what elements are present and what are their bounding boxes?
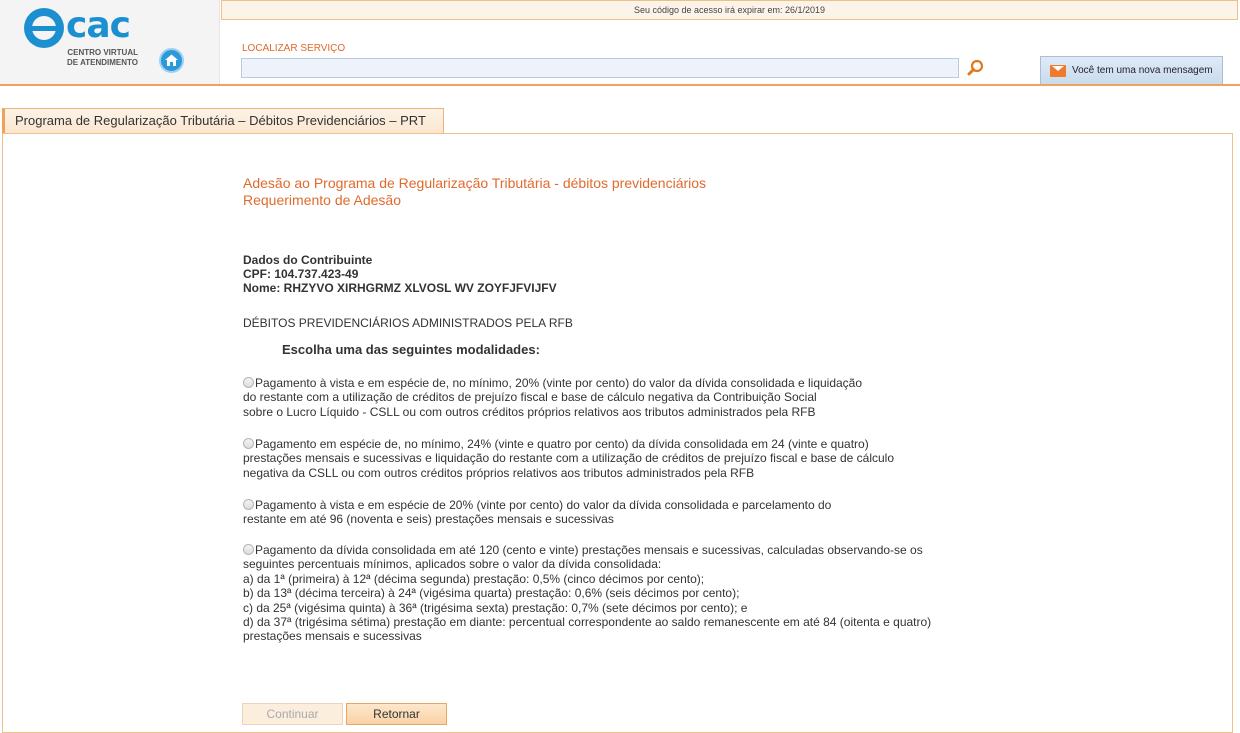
ecac-logo[interactable] (0, 0, 220, 84)
radio-option-4[interactable] (243, 544, 254, 555)
option-2-line-1 (243, 437, 894, 451)
search-input[interactable] (241, 58, 959, 78)
contributor-heading: Dados do Contribuinte (243, 253, 373, 267)
option-2-text-2: prestações mensais e sucessivas e liquidação do restante com a utilização de créditos de prejuízo fiscal e base de cálculo (243, 451, 895, 466)
continuar-button[interactable]: Continuar (242, 703, 343, 725)
radio-option-2[interactable] (243, 438, 254, 449)
option-2-text-1: Pagamento em espécie de, no mínimo, 24% (vinte e quatro por cento) da dívida consolidada em 24 (vinte e quatro) (255, 437, 869, 451)
page-subtitle: Requerimento de Adesão (243, 192, 401, 208)
option-1-line-1 (243, 376, 862, 390)
option-4-line-1 (243, 543, 931, 557)
option-4-text-7: prestações mensais e sucessivas (243, 629, 422, 644)
logo-subtitle (66, 48, 138, 68)
logo-e-bar (32, 26, 62, 31)
search-label: LOCALIZAR SERVIÇO (242, 43, 346, 54)
option-4-text-4: b) da 13ª (décima terceira) à 24ª (vigésima quarta) prestação: 0,6% (seis décimos por cento); (243, 586, 740, 601)
radio-option-1[interactable] (243, 377, 254, 388)
option-2-text-3: negativa da CSLL ou com outros créditos próprios relativos aos tributos administrados pela RFB (243, 465, 755, 480)
option-1-text-2: do restante com a utilização de créditos de prejuízo fiscal e base de cálculo negativa da Contribuição Social (243, 390, 817, 405)
search-icon (966, 58, 986, 78)
option-4-text-2: seguintes percentuais mínimos, aplicados sobre o valor da dívida consolidada: (243, 557, 662, 572)
expire-notice: Seu código de acesso irá expirar em: 26/1/2019 (221, 0, 1238, 20)
option-1-text-1: Pagamento à vista e em espécie de, no mínimo, 20% (vinte por cento) do valor da dívida consolidada e liquidação (255, 376, 863, 390)
modalidade-option-4[interactable] (243, 543, 931, 644)
contributor-name: Nome: RHZYVO XIRHGRMZ XLVOSL WV ZOYFJFVIJFV (243, 281, 557, 295)
option-1-text-3: sobre o Lucro Líquido - CSLL ou com outros créditos próprios relativos aos tributos administrados pela RFB (243, 404, 816, 419)
option-4-text-1: Pagamento da dívida consolidada em até 120 (cento e vinte) prestações mensais e sucessivas, calculadas observando-se os (255, 543, 923, 557)
option-4-text-5: c) da 25ª (vigésima quinta) à 36ª (trigésima sexta) prestação: 0,7% (sete décimos por cento); e (243, 600, 748, 615)
page-title: Adesão ao Programa de Regularização Tributária - débitos previdenciários (243, 175, 707, 191)
logo-text: cac (66, 5, 130, 46)
new-message-label: Você tem uma nova mensagem (1072, 65, 1213, 76)
debitos-heading: DÉBITOS PREVIDENCIÁRIOS ADMINISTRADOS PELA RFB (243, 316, 573, 330)
radio-option-3[interactable] (243, 499, 254, 510)
retornar-button[interactable]: Retornar (346, 703, 447, 725)
option-3-text-1: Pagamento à vista e em espécie de 20% (vinte por cento) do valor da dívida consolidada e parcelamento do (255, 498, 832, 512)
logo-subtitle-line2: DE ATENDIMENTO (67, 58, 138, 67)
option-4-text-6: d) da 37ª (trigésima sétima) prestação em diante: percentual correspondente ao saldo remanescente em até 84 (oitenta e quatro) (243, 615, 932, 630)
logo-subtitle-line1: CENTRO VIRTUAL (67, 48, 138, 57)
home-button[interactable] (159, 48, 184, 73)
envelope-icon (1050, 65, 1066, 77)
option-3-line-1 (243, 498, 831, 512)
search-button[interactable] (966, 58, 986, 78)
option-4-text-3: a) da 1ª (primeira) à 12ª (décima segunda) prestação: 0,5% (cinco décimos por cento); (243, 571, 705, 586)
option-3-text-2: restante em até 96 (noventa e seis) prestações mensais e sucessivas (243, 512, 614, 527)
contributor-cpf: CPF: 104.737.423-49 (243, 267, 359, 281)
contributor-data (243, 253, 557, 295)
header (0, 0, 1240, 86)
modalidade-option-3[interactable] (243, 498, 831, 527)
modalidade-option-2[interactable] (243, 437, 894, 480)
home-icon (164, 53, 179, 68)
new-message-button[interactable] (1040, 56, 1223, 84)
modalidades-heading: Escolha uma das seguintes modalidades: (282, 342, 540, 357)
modalidade-option-1[interactable] (243, 376, 862, 419)
tab-prt[interactable]: Programa de Regularização Tributária – Débitos Previdenciários – PRT (2, 108, 444, 134)
